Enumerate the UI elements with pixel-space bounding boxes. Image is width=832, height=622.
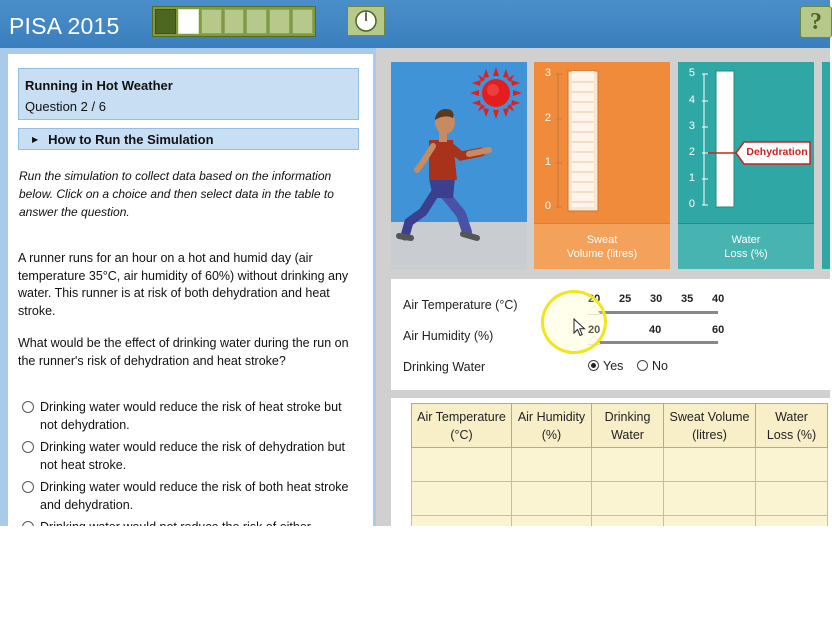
air-temperature-track[interactable]: [593, 311, 718, 314]
dehydration-label: Dehydration: [746, 146, 808, 158]
temp-tick-label: 20: [588, 293, 601, 305]
how-to-run-button[interactable]: [18, 128, 359, 150]
question-progress: [152, 6, 316, 37]
sweat-cylinder: [534, 62, 670, 223]
sweat-volume-caption: [534, 223, 670, 269]
header-water-loss: Water Loss (%): [756, 404, 828, 448]
air-humidity-track[interactable]: [593, 341, 718, 344]
cut-off-panel: [822, 62, 830, 269]
triangle-right-icon: ▶: [32, 134, 39, 144]
radio-icon[interactable]: [588, 360, 599, 371]
radio-icon[interactable]: [637, 360, 648, 371]
water-scale-label: 5: [688, 67, 695, 79]
progress-cell: [269, 9, 290, 34]
answer-option[interactable]: [22, 478, 352, 514]
question-counter: Question 2 / 6: [25, 99, 106, 114]
clock-icon: [354, 9, 378, 33]
water-caption-line1: Water: [731, 233, 761, 246]
question-content: [8, 54, 373, 526]
sweat-caption-line2: Volume (litres): [566, 247, 638, 260]
temp-tick-label: 40: [712, 293, 725, 305]
radio-icon[interactable]: [22, 441, 34, 453]
water-caption-line2: Loss (%): [724, 247, 768, 260]
humidity-tick-label: 20: [588, 324, 601, 336]
question-panel: [0, 48, 376, 526]
sweat-scale-label: 3: [544, 67, 551, 79]
unit-header: [18, 68, 359, 120]
sweat-scale-label: 0: [544, 200, 551, 212]
table-row[interactable]: [412, 482, 828, 516]
header-drinking-water: Drinking Water: [592, 404, 664, 448]
answer-option-label: Drinking water would reduce the risk of heat stroke but not dehydration.: [40, 400, 342, 432]
progress-cell: [178, 9, 199, 34]
drinking-water-label: Drinking Water: [403, 360, 486, 374]
drinking-no-label: No: [652, 359, 668, 373]
water-scale-label: 2: [688, 146, 695, 158]
answer-option[interactable]: [22, 438, 352, 474]
table-row[interactable]: [412, 448, 828, 482]
air-humidity-label: Air Humidity (%): [403, 329, 494, 343]
runner-scene: [391, 62, 527, 269]
top-bar: [0, 0, 830, 48]
progress-cell: [201, 9, 222, 34]
data-table-panel: [391, 398, 830, 526]
drinking-yes-option[interactable]: [588, 359, 623, 373]
drinking-yes-label: Yes: [603, 359, 624, 373]
temp-tick-label: 25: [619, 293, 632, 305]
mouse-pointer-icon: [573, 318, 587, 338]
water-scale-label: 4: [688, 94, 695, 106]
question-text: What would be the effect of drinking water during the run on the runner's risk of dehydration and heat stroke?: [18, 336, 349, 368]
radio-icon[interactable]: [22, 401, 34, 413]
timer-button[interactable]: [347, 6, 385, 36]
answer-option-label: Drinking water would reduce the risk of both heat stroke and dehydration.: [40, 480, 349, 512]
water-scale-label: 0: [688, 198, 695, 210]
simulation-controls: [391, 279, 830, 390]
blank-area: [0, 526, 830, 622]
progress-cell: [155, 9, 176, 34]
help-button[interactable]: ?: [800, 6, 832, 38]
humidity-tick-label: 60: [712, 324, 725, 336]
progress-cell: [246, 9, 267, 34]
water-gauge: [678, 62, 814, 223]
sweat-caption-line1: Sweat: [586, 233, 618, 246]
header-sweat-volume: Sweat Volume (litres): [664, 404, 756, 448]
runner-figure: [395, 100, 505, 250]
humidity-tick-label: 40: [649, 324, 662, 336]
sweat-scale-label: 2: [544, 112, 551, 124]
answer-option[interactable]: [22, 398, 352, 434]
brand-title: PISA 2015: [9, 13, 120, 39]
temp-tick-label: 30: [650, 293, 663, 305]
header-air-temperature: Air Temperature (°C): [412, 404, 512, 448]
radio-icon[interactable]: [22, 481, 34, 493]
sweat-scale-label: 1: [544, 156, 551, 168]
answer-option-label: Drinking water would reduce the risk of dehydration but not heat stroke.: [40, 440, 346, 472]
temp-tick-label: 35: [681, 293, 694, 305]
water-scale-label: 3: [688, 120, 695, 132]
progress-cell: [224, 9, 245, 34]
progress-cell: [292, 9, 313, 34]
unit-title: Running in Hot Weather: [25, 78, 173, 93]
air-temperature-label: Air Temperature (°C): [403, 298, 518, 312]
water-scale-label: 1: [688, 172, 695, 184]
water-loss-caption: [678, 223, 814, 269]
header-air-humidity: Air Humidity (%): [512, 404, 592, 448]
question-stem: A runner runs for an hour on a hot and humid day (air temperature 35°C, air humidity of 60%) without drinking any water. This runner is at risk of both dehydration and heat stroke.: [18, 251, 349, 318]
instructions: Run the simulation to collect data based on the information below. Click on a choice and then select data in the table to answer the question.: [19, 169, 334, 219]
how-to-run-label: How to Run the Simulation: [48, 131, 214, 147]
drinking-no-option[interactable]: [637, 359, 668, 373]
table-header-row: [412, 404, 828, 448]
